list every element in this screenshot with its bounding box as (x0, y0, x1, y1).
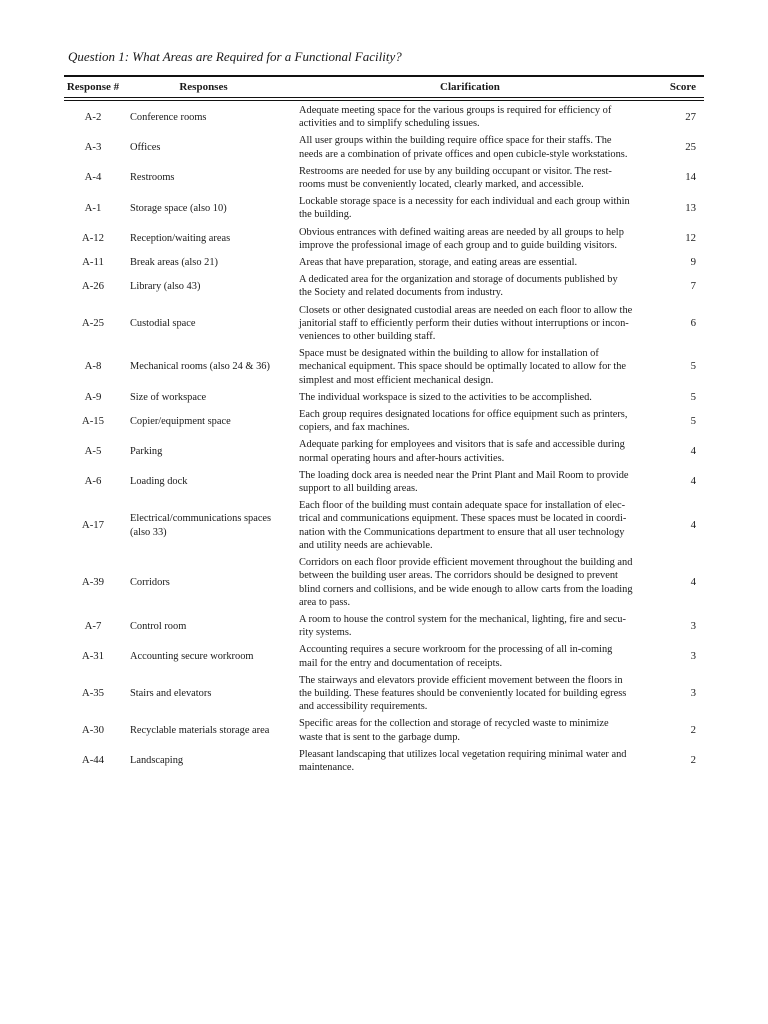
response-line: Offices (130, 142, 161, 153)
table-row (64, 467, 704, 497)
clarification-line: Closets or other designated custodial areas are needed on each floor to allow the (299, 304, 633, 316)
clarification-line: Each group requires designated locations for office equipment such as printers, (299, 409, 628, 421)
cell-response-number: A-39 (81, 575, 105, 588)
response-line: Library (also 43) (130, 280, 201, 292)
cell-clarification (285, 391, 655, 404)
clarification-line: A dedicated area for the organization and storage of documents published by (299, 274, 618, 286)
response-line: Recyclable materials storage area (130, 724, 270, 736)
cell-clarification (285, 273, 655, 299)
cell-score: 13 (685, 201, 696, 214)
header-score: Score (669, 81, 696, 93)
cell-response-number: A-12 (81, 232, 105, 245)
cell-score: 2 (690, 723, 696, 736)
cell-clarification (285, 304, 655, 344)
table-row (64, 345, 704, 389)
cell-score: 3 (690, 649, 696, 662)
response-line: Reception/waiting areas (130, 233, 231, 245)
response-line: Loading dock (130, 476, 188, 488)
cell-score: 25 (685, 141, 696, 153)
cell-response (122, 650, 285, 663)
clarification-line: the Society and related documents from industry. (299, 287, 503, 299)
cell-response-number: A-4 (84, 171, 102, 184)
cell-score: 2 (690, 754, 696, 767)
cell-response (122, 360, 285, 373)
cell-response-number: A-8 (84, 360, 102, 373)
cell-response-number: A-5 (84, 445, 102, 458)
cell-clarification (285, 748, 655, 774)
cell-response (122, 475, 285, 488)
table-row (64, 224, 704, 254)
cell-response (122, 445, 285, 458)
cell-clarification (285, 469, 655, 495)
clarification-line: blind corners and collisions, and be wide enough to allow carts from the loading (299, 583, 633, 595)
header-clarification: Clarification (440, 81, 500, 93)
clarification-line: activities and to simplify scheduling issues. (299, 118, 480, 130)
cell-score: 14 (685, 171, 696, 184)
table-row (64, 497, 704, 554)
table-row (64, 672, 704, 716)
cell-response-number: A-2 (84, 110, 102, 123)
cell-score: 6 (690, 316, 696, 329)
cell-response-number: A-26 (81, 279, 105, 292)
cell-clarification (285, 226, 655, 252)
cell-score: 3 (690, 686, 696, 699)
clarification-line: Each floor of the building must contain adequate space for installation of elec- (299, 500, 626, 512)
cell-score: 7 (690, 279, 696, 292)
response-line: Restrooms (130, 172, 175, 184)
cell-response (122, 620, 285, 633)
cell-response-number: A-35 (81, 686, 105, 699)
cell-response (122, 280, 285, 293)
question-title: Question 1: What Areas are Required for a Functional Facility? (68, 49, 402, 64)
cell-score: 4 (690, 445, 696, 458)
table-row (64, 271, 704, 301)
cell-score: 5 (690, 390, 696, 403)
cell-clarification (285, 438, 655, 464)
cell-response-number: A-9 (84, 390, 102, 403)
cell-clarification (285, 347, 655, 387)
clarification-line: veniences to other building staff. (299, 331, 436, 343)
response-line: Stairs and elevators (130, 687, 212, 699)
clarification-line: Areas that have preparation, storage, and eating areas are essential. (299, 257, 578, 269)
clarification-line: the building. (299, 209, 352, 221)
header-responses: Responses (179, 81, 228, 93)
cell-score: 4 (690, 519, 696, 532)
cell-clarification (285, 499, 655, 552)
clarification-line: The loading dock area is needed near the Print Plant and Mail Room to provide (299, 469, 629, 481)
clarification-line: Corridors on each floor provide efficient movement throughout the building and (299, 557, 633, 569)
clarification-line: Restrooms are needed for use by any building occupant or visitor. The rest- (299, 165, 612, 177)
cell-response (122, 317, 285, 330)
cell-response-number: A-1 (84, 201, 102, 214)
table-row (64, 163, 704, 193)
cell-response-number: A-31 (81, 649, 105, 662)
table-row (64, 302, 704, 346)
response-line: Size of workspace (130, 391, 207, 403)
cell-response (122, 171, 285, 184)
clarification-line: nation with the Communications department to ensure that all user technology (299, 526, 625, 538)
clarification-line: and accessibility requirements. (299, 701, 428, 713)
cell-response-number: A-6 (84, 475, 102, 488)
cell-score: 4 (690, 475, 696, 488)
response-line: Corridors (130, 576, 170, 588)
cell-response-number: A-25 (81, 316, 105, 329)
table-body (64, 101, 704, 776)
cell-response-number: A-17 (81, 519, 105, 532)
cell-response-number: A-11 (82, 256, 104, 269)
cell-response (122, 687, 285, 700)
clarification-line: Specific areas for the collection and storage of recycled waste to minimize (299, 718, 609, 730)
clarification-line: and utility needs are achievable. (299, 539, 433, 551)
clarification-line: Obvious entrances with defined waiting areas are needed by all groups to help (299, 226, 624, 238)
response-line: Storage space (also 10) (130, 202, 227, 214)
cell-score: 12 (685, 232, 696, 245)
cell-clarification (285, 104, 655, 130)
cell-score: 4 (690, 575, 696, 588)
clarification-line: janitorial staff to efficiently perform their duties without interruptions or incon- (299, 317, 629, 329)
table-row (64, 132, 704, 162)
cell-response-number: A-7 (84, 619, 102, 632)
cell-response-number: A-15 (81, 414, 105, 427)
clarification-line: the building. These features should be conveniently located for building egress (299, 687, 627, 699)
cell-score: 27 (685, 110, 696, 123)
cell-response (122, 724, 285, 737)
cell-score: 5 (690, 414, 696, 427)
cell-response (122, 754, 285, 767)
cell-clarification (285, 165, 655, 191)
responses-table (64, 75, 704, 776)
cell-clarification (285, 643, 655, 669)
clarification-line: area to pass. (299, 596, 351, 608)
table-header (64, 77, 704, 97)
response-line: Accounting secure workroom (130, 650, 254, 662)
clarification-line: All user groups within the building require office space for their staffs. The (299, 135, 612, 147)
response-line: Copier/equipment space (130, 415, 231, 427)
cell-score: 3 (690, 619, 696, 632)
cell-clarification (285, 613, 655, 639)
cell-clarification (285, 556, 655, 609)
table-row (64, 554, 704, 611)
cell-response (122, 202, 285, 215)
clarification-line: normal operating hours and after-hours activities. (299, 452, 505, 464)
cell-response-number: A-44 (81, 754, 105, 767)
clarification-line: rooms must be conveniently located, clearly marked, and accessible. (299, 179, 584, 191)
clarification-line: rity systems. (299, 627, 352, 639)
cell-response (122, 512, 285, 538)
response-line: Control room (130, 620, 187, 632)
cell-clarification (285, 408, 655, 434)
cell-response (122, 415, 285, 428)
cell-response (122, 576, 285, 589)
clarification-line: A room to house the control system for the mechanical, lighting, fire and secu- (299, 613, 626, 625)
response-line: Conference rooms (130, 111, 207, 123)
cell-response (122, 232, 285, 245)
table-row (64, 102, 704, 132)
cell-score: 5 (690, 360, 696, 373)
clarification-line: Space must be designated within the building to allow for installation of (299, 348, 599, 360)
clarification-line: mechanical equipment. This space should be optimally located to allow for the (299, 361, 627, 373)
cell-score: 9 (690, 256, 696, 269)
response-line: Electrical/communications spaces (130, 513, 272, 525)
clarification-line: waste that is sent to the garbage dump. (299, 731, 461, 743)
cell-clarification (285, 717, 655, 743)
clarification-line: trical and communications equipment. These spaces must be located in coordi- (299, 513, 627, 525)
response-line: Break areas (also 21) (130, 257, 218, 269)
cell-response-number: A-3 (84, 141, 102, 153)
clarification-line: mail for the entry and documentation of receipts. (299, 657, 503, 669)
clarification-line: maintenance. (299, 761, 355, 773)
table-row (64, 611, 704, 641)
table-row (64, 715, 704, 745)
cell-response (122, 391, 285, 404)
cell-response (122, 256, 285, 269)
cell-response (122, 111, 285, 124)
clarification-line: Accounting requires a secure workroom for the processing of all in-coming (299, 644, 613, 656)
cell-clarification (285, 674, 655, 714)
table-row (64, 389, 704, 406)
clarification-line: improve the professional image of each group and to guide building visitors. (299, 239, 618, 251)
table-row (64, 406, 704, 436)
cell-response (122, 141, 285, 154)
response-line: Landscaping (130, 755, 184, 767)
clarification-line: Adequate parking for employees and visitors that is safe and accessible during (299, 439, 625, 451)
cell-clarification (285, 256, 655, 269)
table-row (64, 746, 704, 776)
response-line: Parking (130, 446, 163, 458)
clarification-line: Pleasant landscaping that utilizes local vegetation requiring minimal water and (299, 748, 627, 760)
clarification-line: The individual workspace is sized to the activities to be accomplished. (299, 391, 592, 403)
cell-clarification (285, 195, 655, 221)
header-response-number: Response # (66, 81, 120, 93)
clarification-line: simplest and most efficient mechanical design. (299, 374, 494, 386)
response-line: Mechanical rooms (also 24 & 36) (130, 361, 270, 373)
clarification-line: support to all building areas. (299, 483, 418, 495)
table-row (64, 193, 704, 223)
clarification-line: The stairways and elevators provide efficient movement between the floors in (299, 674, 623, 686)
cell-response-number: A-30 (81, 723, 105, 736)
clarification-line: between the building user areas. The corridors should be designed to prevent (299, 570, 618, 582)
clarification-line: Lockable storage space is a necessity for each individual and each group within (299, 196, 630, 208)
clarification-line: copiers, and fax machines. (299, 422, 410, 434)
response-line: (also 33) (130, 526, 167, 538)
table-row (64, 641, 704, 671)
clarification-line: needs are a combination of private offices and open cubicle-style workstations. (299, 148, 628, 160)
table-row (64, 254, 704, 271)
clarification-line: Adequate meeting space for the various groups is required for efficiency of (299, 105, 612, 116)
response-line: Custodial space (130, 317, 196, 329)
table-row (64, 436, 704, 466)
cell-clarification (285, 134, 655, 160)
